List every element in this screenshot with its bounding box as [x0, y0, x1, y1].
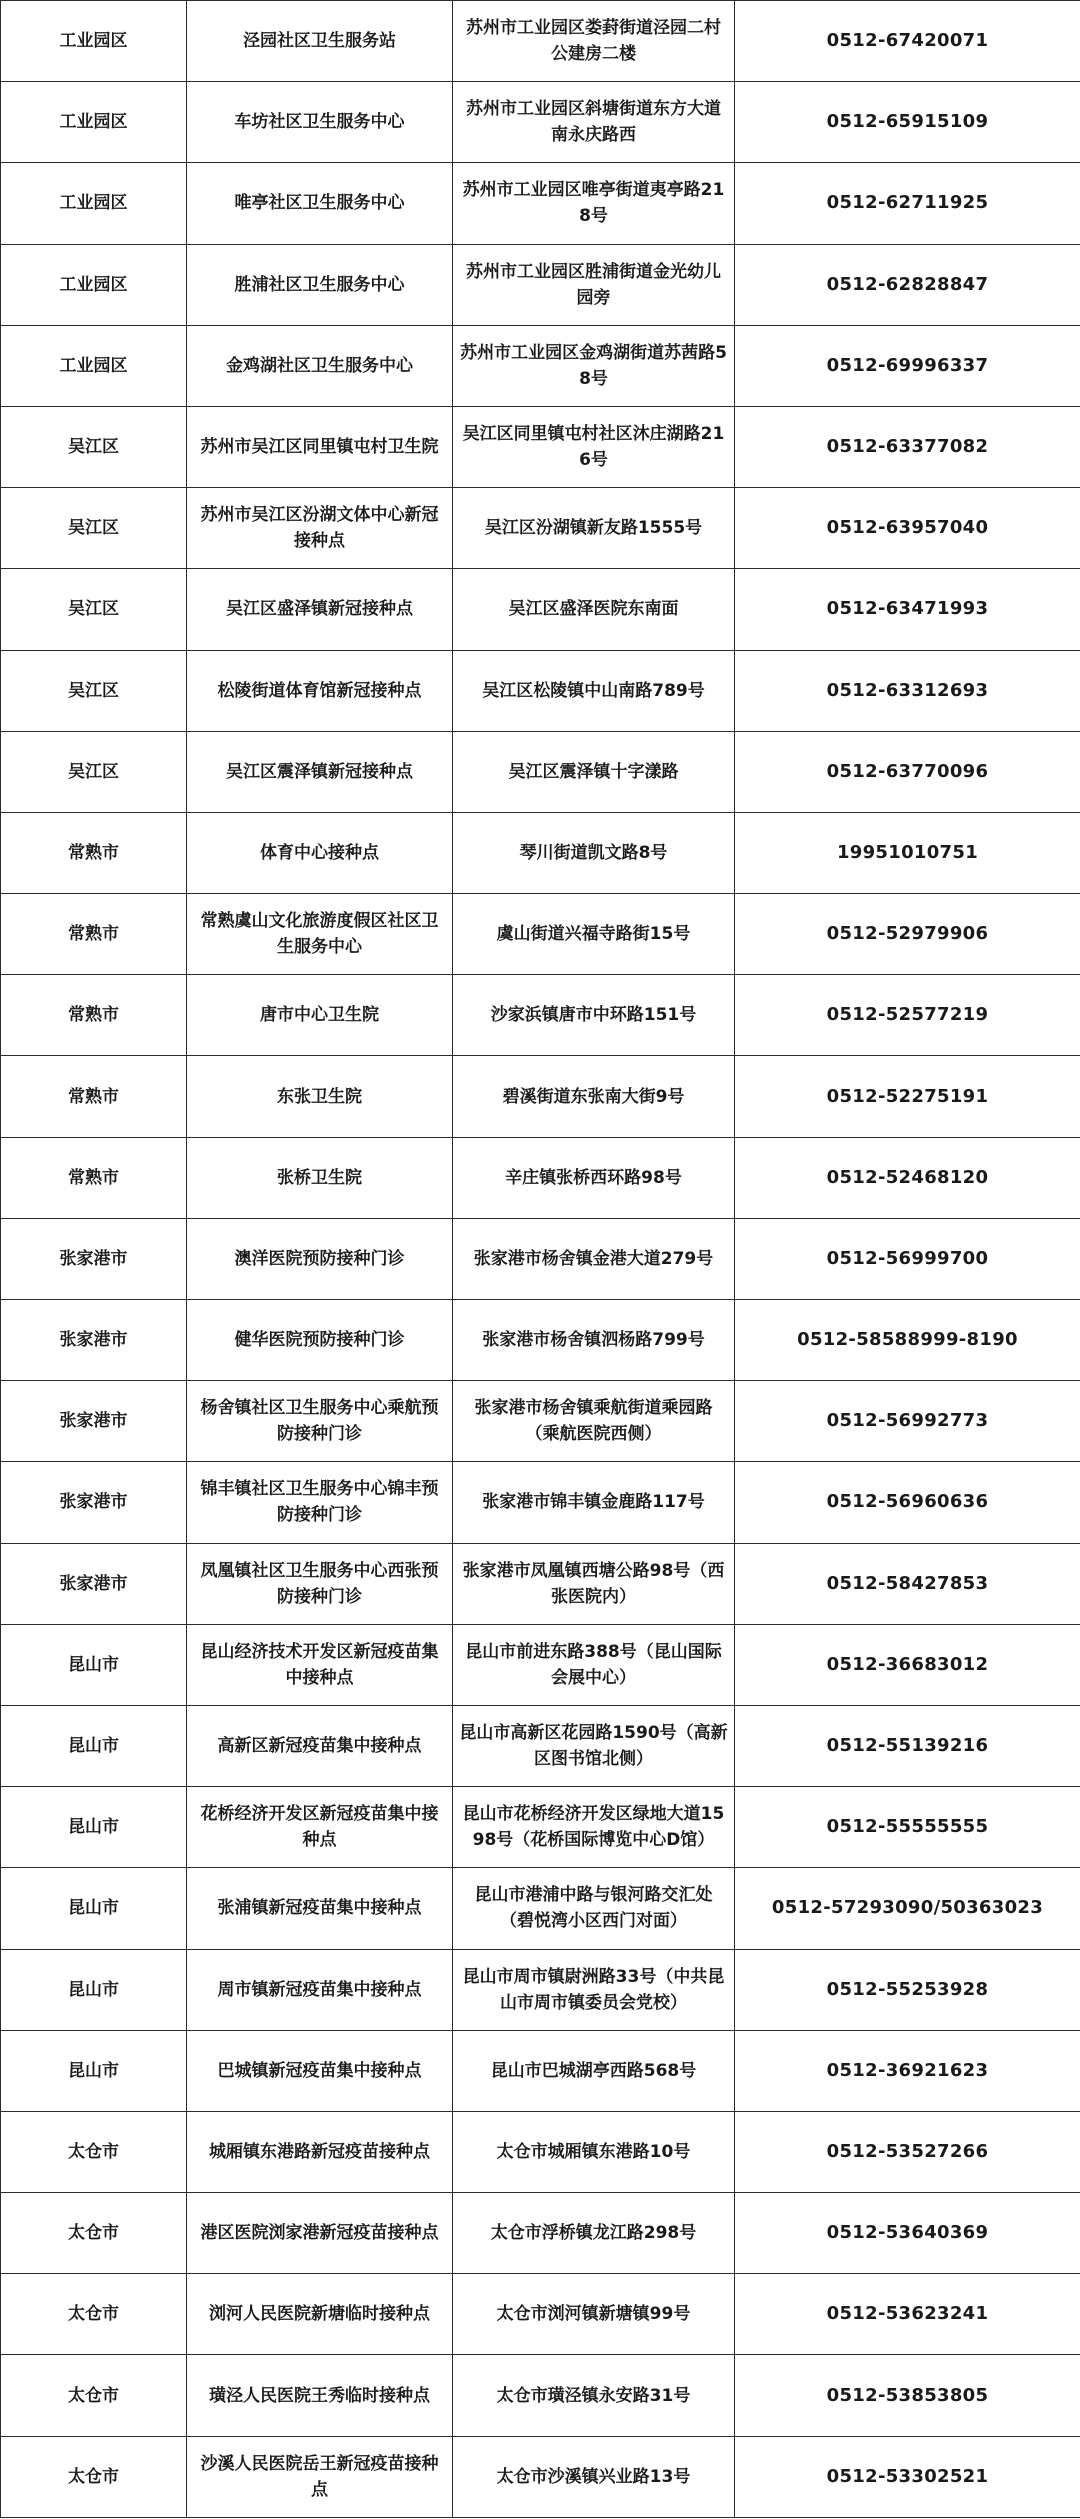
site-name-cell: 车坊社区卫生服务中心 [187, 82, 453, 163]
site-name-cell: 唯亭社区卫生服务中心 [187, 163, 453, 244]
address-cell: 吴江区松陵镇中山南路789号 [453, 650, 735, 731]
table-row [1, 1705, 1080, 1786]
district-cell: 昆山市 [1, 1949, 187, 2030]
phone-cell: 0512-52577219 [735, 975, 1080, 1056]
phone-cell: 0512-53302521 [735, 2436, 1080, 2517]
address-cell: 张家港市凤凰镇西塘公路98号（西张医院内） [453, 1543, 735, 1624]
table-row [1, 1462, 1080, 1543]
site-name-cell: 体育中心接种点 [187, 812, 453, 893]
site-name-cell: 张浦镇新冠疫苗集中接种点 [187, 1868, 453, 1949]
district-cell: 吴江区 [1, 731, 187, 812]
address-cell: 昆山市周市镇尉洲路33号（中共昆山市周市镇委员会党校） [453, 1949, 735, 2030]
address-cell: 沙家浜镇唐市中环路151号 [453, 975, 735, 1056]
district-cell: 常熟市 [1, 975, 187, 1056]
phone-cell: 0512-62711925 [735, 163, 1080, 244]
district-cell: 昆山市 [1, 2030, 187, 2111]
phone-cell: 0512-52468120 [735, 1137, 1080, 1218]
district-cell: 工业园区 [1, 163, 187, 244]
site-name-cell: 港区医院浏家港新冠疫苗接种点 [187, 2193, 453, 2274]
district-cell: 昆山市 [1, 1705, 187, 1786]
site-name-cell: 杨舍镇社区卫生服务中心乘航预防接种门诊 [187, 1381, 453, 1462]
site-name-cell: 璜泾人民医院王秀临时接种点 [187, 2355, 453, 2436]
site-name-cell: 苏州市吴江区同里镇屯村卫生院 [187, 406, 453, 487]
table-row [1, 163, 1080, 244]
phone-cell: 0512-63312693 [735, 650, 1080, 731]
district-cell: 吴江区 [1, 406, 187, 487]
site-name-cell: 巴城镇新冠疫苗集中接种点 [187, 2030, 453, 2111]
district-cell: 工业园区 [1, 82, 187, 163]
address-cell: 碧溪街道东张南大街9号 [453, 1056, 735, 1137]
district-cell: 工业园区 [1, 1, 187, 82]
district-cell: 吴江区 [1, 650, 187, 731]
table-row [1, 2274, 1080, 2355]
table-row [1, 1, 1080, 82]
site-name-cell: 松陵街道体育馆新冠接种点 [187, 650, 453, 731]
phone-cell: 0512-36683012 [735, 1624, 1080, 1705]
address-cell: 苏州市工业园区胜浦街道金光幼儿园旁 [453, 244, 735, 325]
address-cell: 太仓市璜泾镇永安路31号 [453, 2355, 735, 2436]
table-row [1, 975, 1080, 1056]
phone-cell: 0512-63770096 [735, 731, 1080, 812]
phone-cell: 0512-63471993 [735, 569, 1080, 650]
district-cell: 张家港市 [1, 1300, 187, 1381]
district-cell: 太仓市 [1, 2436, 187, 2517]
table-body [1, 1, 1080, 2518]
district-cell: 工业园区 [1, 244, 187, 325]
district-cell: 太仓市 [1, 2274, 187, 2355]
address-cell: 昆山市花桥经济开发区绿地大道1598号（花桥国际博览中心D馆） [453, 1787, 735, 1868]
site-name-cell: 健华医院预防接种门诊 [187, 1300, 453, 1381]
phone-cell: 0512-67420071 [735, 1, 1080, 82]
table-row [1, 1787, 1080, 1868]
address-cell: 张家港市杨舍镇金港大道279号 [453, 1218, 735, 1299]
district-cell: 昆山市 [1, 1624, 187, 1705]
district-cell: 吴江区 [1, 569, 187, 650]
address-cell: 昆山市巴城湖亭西路568号 [453, 2030, 735, 2111]
site-name-cell: 昆山经济技术开发区新冠疫苗集中接种点 [187, 1624, 453, 1705]
address-cell: 苏州市工业园区金鸡湖街道苏茜路58号 [453, 325, 735, 406]
site-name-cell: 苏州市吴江区汾湖文体中心新冠接种点 [187, 488, 453, 569]
address-cell: 苏州市工业园区唯亭街道夷亭路218号 [453, 163, 735, 244]
address-cell: 虞山街道兴福寺路街15号 [453, 894, 735, 975]
district-cell: 吴江区 [1, 488, 187, 569]
site-name-cell: 胜浦社区卫生服务中心 [187, 244, 453, 325]
site-name-cell: 泾园社区卫生服务站 [187, 1, 453, 82]
phone-cell: 0512-53623241 [735, 2274, 1080, 2355]
address-cell: 太仓市沙溪镇兴业路13号 [453, 2436, 735, 2517]
site-name-cell: 凤凰镇社区卫生服务中心西张预防接种门诊 [187, 1543, 453, 1624]
phone-cell: 0512-36921623 [735, 2030, 1080, 2111]
site-name-cell: 城厢镇东港路新冠疫苗接种点 [187, 2111, 453, 2192]
phone-cell: 0512-57293090/50363023 [735, 1868, 1080, 1949]
address-cell: 琴川街道凯文路8号 [453, 812, 735, 893]
address-cell: 太仓市浏河镇新塘镇99号 [453, 2274, 735, 2355]
site-name-cell: 花桥经济开发区新冠疫苗集中接种点 [187, 1787, 453, 1868]
address-cell: 辛庄镇张桥西环路98号 [453, 1137, 735, 1218]
district-cell: 常熟市 [1, 1056, 187, 1137]
address-cell: 苏州市工业园区斜塘街道东方大道南永庆路西 [453, 82, 735, 163]
table-row [1, 1381, 1080, 1462]
table-row [1, 1056, 1080, 1137]
district-cell: 太仓市 [1, 2193, 187, 2274]
address-cell: 昆山市前进东路388号（昆山国际会展中心） [453, 1624, 735, 1705]
address-cell: 张家港市锦丰镇金鹿路117号 [453, 1462, 735, 1543]
phone-cell: 0512-58427853 [735, 1543, 1080, 1624]
district-cell: 太仓市 [1, 2111, 187, 2192]
district-cell: 张家港市 [1, 1543, 187, 1624]
district-cell: 昆山市 [1, 1868, 187, 1949]
table-row [1, 731, 1080, 812]
table-row [1, 1218, 1080, 1299]
address-cell: 昆山市港浦中路与银河路交汇处（碧悦湾小区西门对面） [453, 1868, 735, 1949]
phone-cell: 0512-55139216 [735, 1705, 1080, 1786]
phone-cell: 19951010751 [735, 812, 1080, 893]
table-row [1, 406, 1080, 487]
table-row [1, 1543, 1080, 1624]
table-row [1, 812, 1080, 893]
site-name-cell: 张桥卫生院 [187, 1137, 453, 1218]
phone-cell: 0512-56960636 [735, 1462, 1080, 1543]
site-name-cell: 金鸡湖社区卫生服务中心 [187, 325, 453, 406]
address-cell: 太仓市城厢镇东港路10号 [453, 2111, 735, 2192]
address-cell: 苏州市工业园区娄葑街道泾园二村公建房二楼 [453, 1, 735, 82]
phone-cell: 0512-65915109 [735, 82, 1080, 163]
phone-cell: 0512-53527266 [735, 2111, 1080, 2192]
phone-cell: 0512-52275191 [735, 1056, 1080, 1137]
site-name-cell: 吴江区盛泽镇新冠接种点 [187, 569, 453, 650]
table-row [1, 1300, 1080, 1381]
address-cell: 张家港市杨舍镇泗杨路799号 [453, 1300, 735, 1381]
site-name-cell: 周市镇新冠疫苗集中接种点 [187, 1949, 453, 2030]
table-row [1, 2030, 1080, 2111]
table-row [1, 488, 1080, 569]
site-name-cell: 常熟虞山文化旅游度假区社区卫生服务中心 [187, 894, 453, 975]
table-row [1, 1949, 1080, 2030]
site-name-cell: 吴江区震泽镇新冠接种点 [187, 731, 453, 812]
table-row [1, 2436, 1080, 2517]
district-cell: 张家港市 [1, 1381, 187, 1462]
address-cell: 吴江区震泽镇十字漾路 [453, 731, 735, 812]
table-row [1, 82, 1080, 163]
address-cell: 吴江区同里镇屯村社区沐庄湖路216号 [453, 406, 735, 487]
phone-cell: 0512-56992773 [735, 1381, 1080, 1462]
site-name-cell: 锦丰镇社区卫生服务中心锦丰预防接种门诊 [187, 1462, 453, 1543]
district-cell: 常熟市 [1, 894, 187, 975]
table-row [1, 1868, 1080, 1949]
phone-cell: 0512-56999700 [735, 1218, 1080, 1299]
district-cell: 太仓市 [1, 2355, 187, 2436]
table-row [1, 325, 1080, 406]
phone-cell: 0512-55253928 [735, 1949, 1080, 2030]
phone-cell: 0512-69996337 [735, 325, 1080, 406]
address-cell: 吴江区汾湖镇新友路1555号 [453, 488, 735, 569]
site-name-cell: 高新区新冠疫苗集中接种点 [187, 1705, 453, 1786]
table-row [1, 1137, 1080, 1218]
address-cell: 吴江区盛泽医院东南面 [453, 569, 735, 650]
address-cell: 张家港市杨舍镇乘航街道乘园路（乘航医院西侧） [453, 1381, 735, 1462]
phone-cell: 0512-53640369 [735, 2193, 1080, 2274]
table-row [1, 894, 1080, 975]
site-name-cell: 浏河人民医院新塘临时接种点 [187, 2274, 453, 2355]
table-row [1, 2111, 1080, 2192]
site-name-cell: 唐市中心卫生院 [187, 975, 453, 1056]
table-row [1, 2193, 1080, 2274]
phone-cell: 0512-58588999-8190 [735, 1300, 1080, 1381]
phone-cell: 0512-63377082 [735, 406, 1080, 487]
district-cell: 张家港市 [1, 1462, 187, 1543]
table-row [1, 650, 1080, 731]
address-cell: 太仓市浮桥镇龙江路298号 [453, 2193, 735, 2274]
site-name-cell: 澳洋医院预防接种门诊 [187, 1218, 453, 1299]
table-row [1, 2355, 1080, 2436]
phone-cell: 0512-63957040 [735, 488, 1080, 569]
address-cell: 昆山市高新区花园路1590号（高新区图书馆北侧） [453, 1705, 735, 1786]
table-row [1, 569, 1080, 650]
district-cell: 常熟市 [1, 812, 187, 893]
table-row [1, 244, 1080, 325]
district-cell: 张家港市 [1, 1218, 187, 1299]
phone-cell: 0512-52979906 [735, 894, 1080, 975]
table-row [1, 1624, 1080, 1705]
site-name-cell: 东张卫生院 [187, 1056, 453, 1137]
phone-cell: 0512-62828847 [735, 244, 1080, 325]
district-cell: 工业园区 [1, 325, 187, 406]
district-cell: 昆山市 [1, 1787, 187, 1868]
phone-cell: 0512-55555555 [735, 1787, 1080, 1868]
phone-cell: 0512-53853805 [735, 2355, 1080, 2436]
site-name-cell: 沙溪人民医院岳王新冠疫苗接种点 [187, 2436, 453, 2517]
district-cell: 常熟市 [1, 1137, 187, 1218]
